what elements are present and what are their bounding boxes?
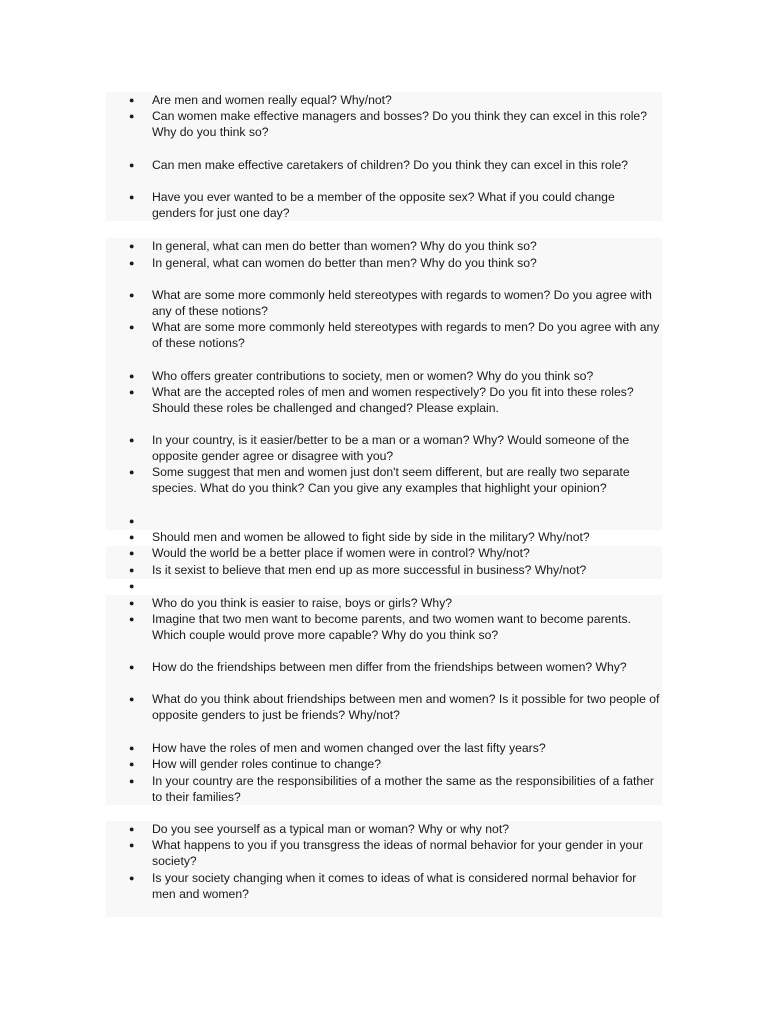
question-text: Are men and women really equal? Why/not? bbox=[152, 93, 392, 107]
question-text: Do you see yourself as a typical man or woman? Why or why not? bbox=[152, 822, 509, 836]
question-text: Can women make effective managers and bosses? Do you think they can excel in this role? Why do you think so? bbox=[152, 109, 647, 140]
bullet-icon: ● bbox=[129, 95, 135, 105]
bullet-icon: ● bbox=[129, 694, 135, 704]
question-text: Can men make effective caretakers of children? Do you think they can excel in this role? bbox=[152, 158, 629, 172]
bullet-icon: ● bbox=[129, 192, 135, 202]
bullet-icon: ● bbox=[129, 371, 135, 381]
question-text: How do the friendships between men differ from the friendships between women? Why? bbox=[152, 660, 627, 674]
question-text: What are some more commonly held stereotypes with regards to men? Do you agree with any of these notions? bbox=[152, 320, 660, 351]
question-text: In general, what can women do better than men? Why do you think so? bbox=[152, 256, 537, 270]
question-text: What are the accepted roles of men and women respectively? Do you fit into these roles? Should these roles be challenged and changed? Please explain. bbox=[152, 385, 634, 416]
question-text: Who do you think is easier to raise, boys or girls? Why? bbox=[152, 596, 453, 610]
bullet-icon: ● bbox=[129, 322, 135, 332]
question-text: Would the world be a better place if women were in control? Why/not? bbox=[152, 546, 530, 560]
question-text: In your country, is it easier/better to be a man or a woman? Why? Would someone of the opposite gender agree or disagree with you? bbox=[152, 433, 630, 464]
bullet-icon: ● bbox=[129, 776, 135, 786]
bullet-icon: ● bbox=[129, 258, 135, 268]
bullet-icon: ● bbox=[129, 565, 135, 575]
bullet-icon: ● bbox=[129, 598, 135, 608]
bullet-icon: ● bbox=[129, 387, 135, 397]
bullet-icon: ● bbox=[129, 290, 135, 300]
bullet-icon: ● bbox=[129, 662, 135, 672]
bullet-icon: ● bbox=[129, 111, 135, 121]
question-text: Is your society changing when it comes to ideas of what is considered normal behavior for men and women? bbox=[152, 871, 637, 902]
bullet-icon: ● bbox=[129, 614, 135, 624]
bullet-icon: ● bbox=[129, 548, 135, 558]
bullet-icon: ● bbox=[129, 160, 135, 170]
question-text: Should men and women be allowed to fight side by side in the military? Why/not? bbox=[152, 530, 590, 544]
bullet-icon: ● bbox=[129, 824, 135, 834]
question-text: What are some more commonly held stereotypes with regards to women? Do you agree with any of these notions? bbox=[152, 288, 652, 319]
question-text: How have the roles of men and women changed over the last fifty years? bbox=[152, 741, 546, 755]
question-text: Some suggest that men and women just don't seem different, but are really two separate species. What do you think? Can you give any examples that highlight your opinion? bbox=[152, 465, 630, 496]
question-text: Is it sexist to believe that men end up as more successful in business? Why/not? bbox=[152, 563, 587, 577]
question-text: In general, what can men do better than women? Why do you think so? bbox=[152, 239, 537, 253]
question-text: Who offers greater contributions to society, men or women? Why do you think so? bbox=[152, 369, 594, 383]
bullet-icon: ● bbox=[129, 743, 135, 753]
bullet-icon: ● bbox=[129, 435, 135, 445]
question-text: Imagine that two men want to become parents, and two women want to become parents. Which couple would prove more capable? Why do you think so? bbox=[152, 612, 631, 643]
bullet-icon: ● bbox=[129, 840, 135, 850]
question-text: What do you think about friendships between men and women? Is it possible for two people of opposite genders to just be friends? Why/not? bbox=[152, 692, 660, 723]
question-text: In your country are the responsibilities of a mother the same as the responsibilities of a father to their families? bbox=[152, 774, 654, 805]
question-text: How will gender roles continue to change? bbox=[152, 757, 381, 771]
bullet-icon: ● bbox=[129, 581, 135, 591]
bullet-icon: ● bbox=[129, 873, 135, 883]
question-text: What happens to you if you transgress the ideas of normal behavior for your gender in your society? bbox=[152, 838, 644, 869]
bullet-icon: ● bbox=[129, 532, 135, 542]
bullet-icon: ● bbox=[129, 759, 135, 769]
question-text: Have you ever wanted to be a member of the opposite sex? What if you could change genders for just one day? bbox=[152, 190, 615, 221]
bullet-icon: ● bbox=[129, 467, 135, 477]
bullet-icon: ● bbox=[129, 516, 135, 526]
bullet-icon: ● bbox=[129, 241, 135, 251]
